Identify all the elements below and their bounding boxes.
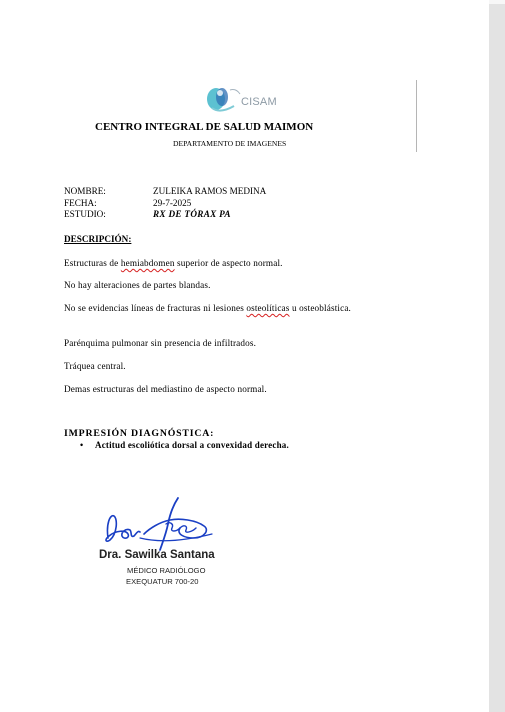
- logo-text: CISAM: [241, 96, 277, 108]
- description-paragraph-2: No hay alteraciones de partes blandas.: [64, 280, 211, 290]
- canvas-top-band: [489, 0, 505, 4]
- date-value: 29-7-2025: [153, 197, 192, 208]
- signer-exequatur: EXEQUATUR 700-20: [126, 577, 199, 586]
- description-title: DESCRIPCIÓN:: [64, 234, 132, 244]
- signer-name: Dra. Sawilka Santana: [99, 549, 215, 561]
- description-paragraph-6: Demas estructuras del mediastino de aspecto normal.: [64, 384, 267, 394]
- document-canvas-margin: [489, 0, 505, 712]
- spellcheck-flagged-word: osteolíticas: [246, 303, 290, 313]
- name-label: NOMBRE:: [64, 186, 106, 196]
- p1-text-after: superior de aspecto normal.: [174, 258, 283, 268]
- name-value: ZULEIKA RAMOS MEDINA: [153, 186, 267, 196]
- handwritten-signature: [100, 494, 226, 552]
- p3-text-before: No se evidencias líneas de fracturas ni lesiones: [64, 303, 247, 313]
- description-paragraph-4: Parénquima pulmonar sin presencia de infiltrados.: [64, 338, 257, 348]
- p3-text-after: u osteoblástica.: [289, 303, 352, 313]
- study-label: ESTUDIO:: [64, 209, 106, 219]
- date-label: FECHA:: [64, 197, 97, 208]
- description-paragraph-3: [64, 302, 384, 314]
- study-value: RX DE TÓRAX PA: [153, 209, 231, 219]
- p1-text-before: Estructuras de: [64, 258, 121, 268]
- center-name-heading: CENTRO INTEGRAL DE SALUD MAIMON: [95, 121, 314, 133]
- impression-item-text: Actitud escoliótica dorsal a convexidad derecha.: [95, 440, 289, 450]
- department-heading: DEPARTAMENTO DE IMAGENES: [173, 139, 287, 148]
- spellcheck-flagged-word: hemiabdomen: [120, 258, 175, 268]
- description-paragraph-5: Tráquea central.: [64, 361, 126, 371]
- description-paragraph-1: [64, 257, 384, 269]
- margin-guide-line: [416, 80, 417, 152]
- signer-title: MÉDICO RADIÓLOGO: [127, 566, 206, 575]
- impression-list-item: [80, 440, 289, 450]
- bullet-icon: •: [80, 440, 84, 450]
- impression-title: IMPRESIÓN DIAGNÓSTICA:: [64, 428, 215, 439]
